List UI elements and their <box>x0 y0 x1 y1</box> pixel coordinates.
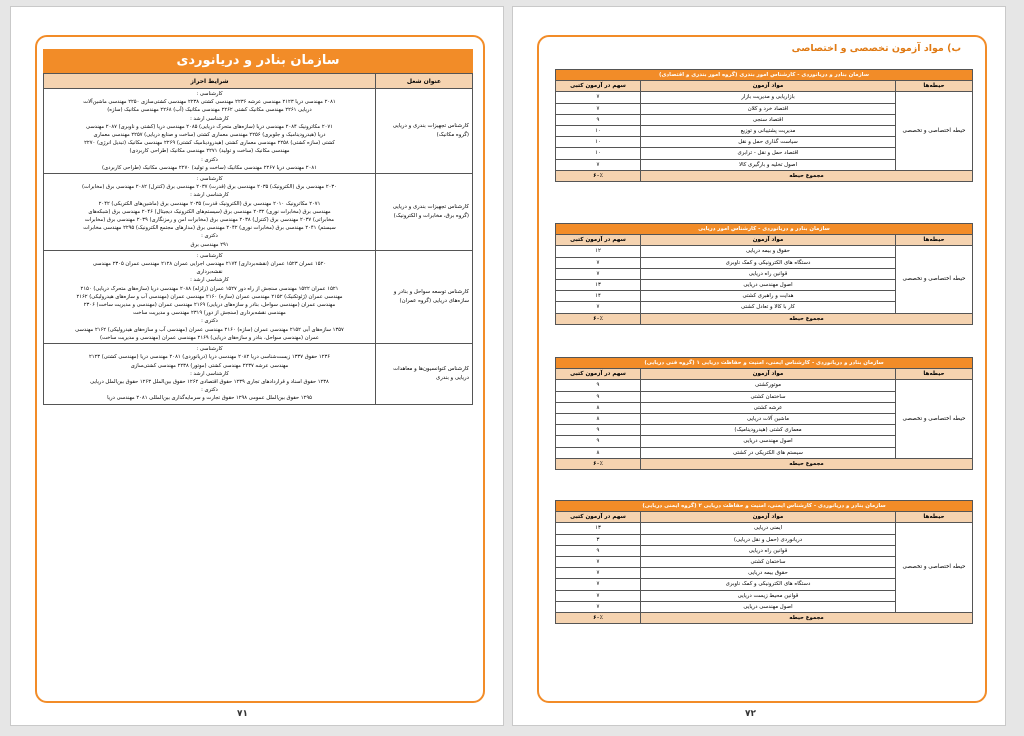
condition-line: ۲۰۸۱ مهندسی دریا ۲۱۲۳ مهندسی عرشه ۲۲۳۶ مهندسی کشتی ۲۲۳۸ مهندسی کشتی‌سازی ۲۲۵۰ مهندسی ماشین‌آلات <box>83 99 336 106</box>
left-page <box>10 6 504 726</box>
condition-line: کارشناسی ارشد : <box>190 277 229 284</box>
page-number: ۷۲ <box>745 709 756 719</box>
job-title-cell: کارشناس توسعه سواحل و بنادر و سازه‌های دریایی (گروه عمران) <box>376 250 473 343</box>
subject-cell: دستگاه های الکترونیکی و کمک ناوبری <box>641 579 896 590</box>
total-value: ۶۰٪ <box>556 612 641 623</box>
exam-subjects-table <box>555 357 973 470</box>
subject-cell: اقتصاد خرد و کلان <box>641 103 896 114</box>
total-row <box>556 612 973 623</box>
table-row <box>556 246 973 257</box>
table-row <box>556 380 973 391</box>
condition-line: کارشناسی : <box>196 91 223 97</box>
subject-cell: قوانین راه دریایی <box>641 268 896 279</box>
total-label: مجموع حیطه <box>641 170 973 181</box>
condition-line: کارشناسی ارشد : <box>190 115 229 122</box>
conditions-cell <box>44 89 376 174</box>
condition-line: ۲۰۸۱ مهندسی دریا ۲۲۶۷ مهندسی مکانیک (ساخت و تولید) ۲۲۷۰ مهندسی مکانیک (طراحی کاربردی) <box>102 164 317 171</box>
condition-line: ۱۳۵۷ سازه‌های آبی ۲۱۵۲ مهندسی عمران (سازه) ۲۱۶۰ مهندسی عمران (مهندسی آب و سازه‌های هیدرولیکی) ۲۱۶۲ مهندسی <box>75 326 344 333</box>
share-cell: ۱۳ <box>556 523 641 534</box>
share-cell: ۹ <box>556 545 641 556</box>
column-header-subject: مواد آزمون <box>641 235 896 246</box>
subject-cell: ساختمان کشتی <box>641 556 896 567</box>
subject-cell: سیستم های الکتریکی در کشتی <box>641 447 896 458</box>
subject-cell: ساختمان کشتی <box>641 391 896 402</box>
condition-line: ۱۲۳۸ حقوق اسناد و قراردادهای تجاری ۱۲۳۹ حقوق اقتصادی ۱۲۶۲ حقوق بین‌الملل ۱۲۶۳ حقوق بین‌الملل دریایی <box>90 378 329 385</box>
column-header-area: حیطه‌ها <box>896 235 973 246</box>
subject-cell: حقوق بیمه دریایی <box>641 568 896 579</box>
share-cell: ۹ <box>556 425 641 436</box>
condition-line: دریا (هیدرودینامیک و جلوبری) ۲۲۵۶ مهندسی معماری کشتی (ساخت و صنایع دریایی) ۲۲۵۷ مهندسی معماری <box>93 132 326 139</box>
condition-line: مهندسی عمران (ژئوتکنیک) ۲۱۵۲ مهندسی عمران (سازه) ۲۱۶۰ مهندسی عمران (مهندسی آب و سازه‌های هیدرولیکی) ۲۱۶۲ <box>76 293 343 300</box>
condition-line: دریایی ۲۲۶۱ مهندسی مکانیک کشتی ۲۲۶۲ مهندسی مکانیک (آب) ۲۲۶۸ مهندسی مکانیک (سازه) <box>107 107 312 114</box>
condition-line: کارشناسی ارشد : <box>190 192 229 199</box>
table-header-row <box>556 512 973 523</box>
requirements-row <box>44 344 473 404</box>
total-label: مجموع حیطه <box>641 458 973 469</box>
table-title-row <box>556 70 973 81</box>
condition-line: ۲۹۱ مهندسی برق <box>190 241 229 248</box>
total-value: ۶۰٪ <box>556 170 641 181</box>
area-cell: حیطه اختصاصی و تخصصی <box>896 246 973 313</box>
share-cell: ۱۴ <box>556 291 641 302</box>
condition-line: ۱۲۳۶ حقوق ۱۳۳۷ زیست‌شناسی دریا ۲۰۸۲ مهندسی دریا (دریانوردی) ۲۰۸۱ مهندسی دریا (مهندسی کشتی) ۲۱۲۳ <box>88 354 331 361</box>
subject-cell: موتورکشتی <box>641 380 896 391</box>
column-header-share: سهم در آزمون کتبی <box>556 512 641 523</box>
condition-line: دکتری : <box>201 387 218 394</box>
column-header-share: سهم در آزمون کتبی <box>556 235 641 246</box>
condition-line: ۱۲۹۵ حقوق بین‌الملل عمومی ۱۲۹۸ حقوق تجارت و سرمایه‌گذاری بین‌المللی ۲۰۸۱ مهندسی دریا <box>107 395 312 402</box>
subject-cell: ایمنی دریایی <box>641 523 896 534</box>
subject-cell: معماری کشتی (هیدرودینامیک) <box>641 425 896 436</box>
column-header-area: حیطه‌ها <box>896 81 973 92</box>
exam-subjects-table <box>555 69 973 182</box>
subject-cell: اصول تخلیه و بارگیری کالا <box>641 159 896 170</box>
subject-cell: اقتصاد حمل و نقل - ترابری <box>641 148 896 159</box>
table-header-row <box>556 369 973 380</box>
total-value: ۶۰٪ <box>556 458 641 469</box>
table-title: سازمان بنادر و دریانوردی - کارشناس امور بندری (گروه امور بندری و اقتصادی) <box>556 70 973 81</box>
column-header-share: سهم در آزمون کتبی <box>556 81 641 92</box>
condition-line: دکتری : <box>201 233 218 240</box>
conditions-cell <box>44 344 376 404</box>
job-title-cell: کارشناس تجهیزات بندری و دریایی (گروه برق، مخابرات و الکترونیک) <box>376 174 473 251</box>
condition-line: دکتری : <box>201 318 218 325</box>
condition-line: ۲۰۳۰ مهندسی برق (الکترونیک) ۲۰۳۵ مهندسی برق (قدرت) ۲۰۳۷ مهندسی برق (کنترل) ۲۰۸۲ مهندسی برق (مخابرات) <box>81 184 338 191</box>
table-title: سازمان بنادر و دریانوردی - کارشناس ایمنی، امنیت و حفاظت دریایی ۱ (گروه فنی دریایی) <box>556 358 973 369</box>
column-header-conditions: شرایط احراز <box>44 74 376 89</box>
condition-line: سیستم) ۲۰۴۱ مهندسی برق (مخابرات نوری) ۲۰۴۲ مهندسی برق (مدارهای مجتمع الکترونیک) ۲۲۹۵ مهندسی مخابرات <box>83 225 336 232</box>
right-page <box>512 6 1006 726</box>
exam-subjects-table <box>555 500 973 624</box>
column-header-subject: مواد آزمون <box>641 512 896 523</box>
condition-line: ۱۵۲۱ عمران ۱۵۲۲ مهندسی سنجش از راه دور ۱۵۲۷ عمران (زلزله) ۲۰۸۸ مهندسی دریا (سازه‌های متحرک دریایی) ۲۱۵۰ <box>80 285 339 292</box>
condition-line: نقشه‌برداری <box>196 269 223 276</box>
share-cell: ۷ <box>556 268 641 279</box>
total-row <box>556 313 973 324</box>
share-cell: ۱۰ <box>556 137 641 148</box>
share-cell: ۷ <box>556 590 641 601</box>
share-cell: ۸ <box>556 447 641 458</box>
share-cell: ۱۲ <box>556 246 641 257</box>
share-cell: ۹ <box>556 391 641 402</box>
column-header-subject: مواد آزمون <box>641 369 896 380</box>
page-number: ۷۱ <box>237 709 248 719</box>
subject-cell: سیاست گذاری حمل و نقل <box>641 137 896 148</box>
table-title: سازمان بنادر و دریانوردی - کارشناس ایمنی، امنیت و حفاظت دریایی ۲ (گروه ایمنی دریایی) <box>556 501 973 512</box>
job-title-cell: کارشناس تجهیزات بندری و دریایی (گروه مکانیک) <box>376 89 473 174</box>
subject-cell: هدایت و راهبری کشتی <box>641 291 896 302</box>
subject-cell: دریانوردی (حمل و نقل دریایی) <box>641 534 896 545</box>
section-heading: ب) مواد آزمون تخصصی و اختصاصی <box>791 43 961 54</box>
subject-cell: عرشه کشتی <box>641 402 896 413</box>
condition-line: کشتی (سازه کشتی) ۲۲۵۸ مهندسی معماری کشتی (هیدرودینامیک کشتی) ۲۲۶۹ مهندسی مکانیک (تبدیل انرژی) ۲۲۷۰ <box>84 140 335 147</box>
subject-cell: کار با کالا و تعادل کشتی <box>641 302 896 313</box>
area-cell: حیطه اختصاصی و تخصصی <box>896 523 973 613</box>
condition-line: کارشناسی : <box>196 346 223 353</box>
share-cell: ۷ <box>556 103 641 114</box>
conditions-cell <box>44 174 376 251</box>
condition-line: ۲۰۷۱ مکاترونیک ۲۰۸۴ مهندسی دریا (سازه‌های متحرک دریایی) ۲۰۸۵ مهندسی دریا (کشتی و ناوبری) ۲۰۸۷ مهندسی <box>86 123 333 130</box>
area-cell: حیطه اختصاصی و تخصصی <box>896 92 973 170</box>
conditions-cell <box>44 250 376 343</box>
condition-line: کارشناسی : <box>196 252 223 259</box>
share-cell: ۹ <box>556 436 641 447</box>
table-title: سازمان بنادر و دریانوردی - کارشناس امور دریایی <box>556 224 973 235</box>
subject-cell: اصول مهندسی دریایی <box>641 601 896 612</box>
total-label: مجموع حیطه <box>641 612 973 623</box>
condition-line: عمران (مهندسی سواحل، بنادر و سازه‌های دریایی) ۲۱۶۹ مهندسی عمران (مهندسی و مدیریت ساخت) <box>100 334 319 341</box>
share-cell: ۹ <box>556 380 641 391</box>
requirements-table <box>43 73 473 405</box>
area-cell: حیطه اختصاصی و تخصصی <box>896 380 973 458</box>
share-cell: ۷ <box>556 601 641 612</box>
requirements-row <box>44 174 473 251</box>
total-label: مجموع حیطه <box>641 313 973 324</box>
subject-cell: قوانین راه دریایی <box>641 545 896 556</box>
condition-line: مهندسی عمران (مهندسی سواحل، بنادر و سازه‌های دریایی) ۲۱۶۹ مهندسی عمران (مهندسی و مدیریت ساخت) ۲۳۰۶ <box>83 302 336 309</box>
subject-cell: دستگاه های الکترونیکی و کمک ناوبری <box>641 257 896 268</box>
column-header-share: سهم در آزمون کتبی <box>556 369 641 380</box>
condition-line: دکتری : <box>201 156 218 163</box>
subject-cell: قوانین محیط زیست دریایی <box>641 590 896 601</box>
table-title-row <box>556 224 973 235</box>
subject-cell: اصول مهندسی دریایی <box>641 279 896 290</box>
condition-line: مهندسی برق (مخابرات نوری) ۲۰۳۲ مهندسی برق (سیستم‌های الکترونیک دیجیتال) ۲۰۴۶ مهندسی برق (شبکه‌های <box>88 208 331 215</box>
table-row <box>556 523 973 534</box>
total-row <box>556 458 973 469</box>
table-header-row <box>556 81 973 92</box>
requirements-row <box>44 89 473 174</box>
share-cell: ۷ <box>556 568 641 579</box>
requirements-row <box>44 250 473 343</box>
table-header-row <box>556 235 973 246</box>
exam-subjects-table <box>555 223 973 325</box>
condition-line: کارشناسی : <box>196 176 223 183</box>
condition-line: مهندسی عرشه ۲۲۳۷ مهندسی کشتی (موتور) ۲۲۳۸ مهندسی کشتی‌سازی <box>130 362 289 369</box>
share-cell: ۸ <box>556 402 641 413</box>
column-header-job: عنوان شغل <box>376 74 473 89</box>
share-cell: ۷ <box>556 579 641 590</box>
total-row <box>556 170 973 181</box>
share-cell: ۳ <box>556 534 641 545</box>
table-title-row <box>556 358 973 369</box>
column-header-area: حیطه‌ها <box>896 369 973 380</box>
page-banner: سازمان بنادر و دریانوردی <box>43 49 473 73</box>
condition-line: مخابراتی) ۲۰۳۷ مهندسی برق (کنترل) ۲۰۳۸ مهندسی برق (مخابرات امن و رمزنگاری) ۲۰۳۹ مهندسی برق (مخابرات <box>84 217 335 224</box>
condition-line: ۲۰۷۱ مکاترونیک ۲۰۱۰ مهندسی برق (الکترونیک قدرت) ۲۰۳۵ مهندسی برق (ماشین‌های الکتریکی) ۲۰۴۲ <box>98 200 321 207</box>
column-header-area: حیطه‌ها <box>896 512 973 523</box>
subject-cell: اقتصاد سنجی <box>641 114 896 125</box>
subject-cell: حقوق و بیمه دریایی <box>641 246 896 257</box>
share-cell: ۸ <box>556 413 641 424</box>
job-title-cell: کارشناس کنوانسیون‌ها و معاهدات دریایی و بندری <box>376 344 473 404</box>
share-cell: ۷ <box>556 302 641 313</box>
share-cell: ۷ <box>556 556 641 567</box>
share-cell: ۷ <box>556 257 641 268</box>
share-cell: ۹ <box>556 114 641 125</box>
condition-line: مهندسی نقشه‌برداری (سنجش از دور) ۲۳۱۹ مهندسی و مدیریت ساخت <box>133 310 286 317</box>
condition-line: ۱۵۲۰ عمران ۱۵۲۳ عمران (نقشه‌برداری) ۲۱۷۴ مهندسی اجرایی عمران ۲۱۲۸ مهندسی عمران ۲۳۰۵ مهندسی <box>92 261 327 268</box>
share-cell: ۱۳ <box>556 279 641 290</box>
share-cell: ۷ <box>556 92 641 103</box>
total-value: ۶۰٪ <box>556 313 641 324</box>
table-title-row <box>556 501 973 512</box>
subject-cell: ماشین آلات دریایی <box>641 413 896 424</box>
share-cell: ۱۰ <box>556 148 641 159</box>
subject-cell: اصول مهندسی دریایی <box>641 436 896 447</box>
subject-cell: مدیریت پشتیبانی و توزیع <box>641 125 896 136</box>
share-cell: ۷ <box>556 159 641 170</box>
subject-cell: بازاریابی و مدیریت بازار <box>641 92 896 103</box>
share-cell: ۱۰ <box>556 125 641 136</box>
table-row <box>556 92 973 103</box>
column-header-subject: مواد آزمون <box>641 81 896 92</box>
condition-line: مهندسی مکانیک (ساخت و تولید) ۲۲۷۱ مهندسی مکانیک (طراحی کاربردی) <box>129 148 290 155</box>
condition-line: کارشناسی ارشد : <box>190 370 229 377</box>
